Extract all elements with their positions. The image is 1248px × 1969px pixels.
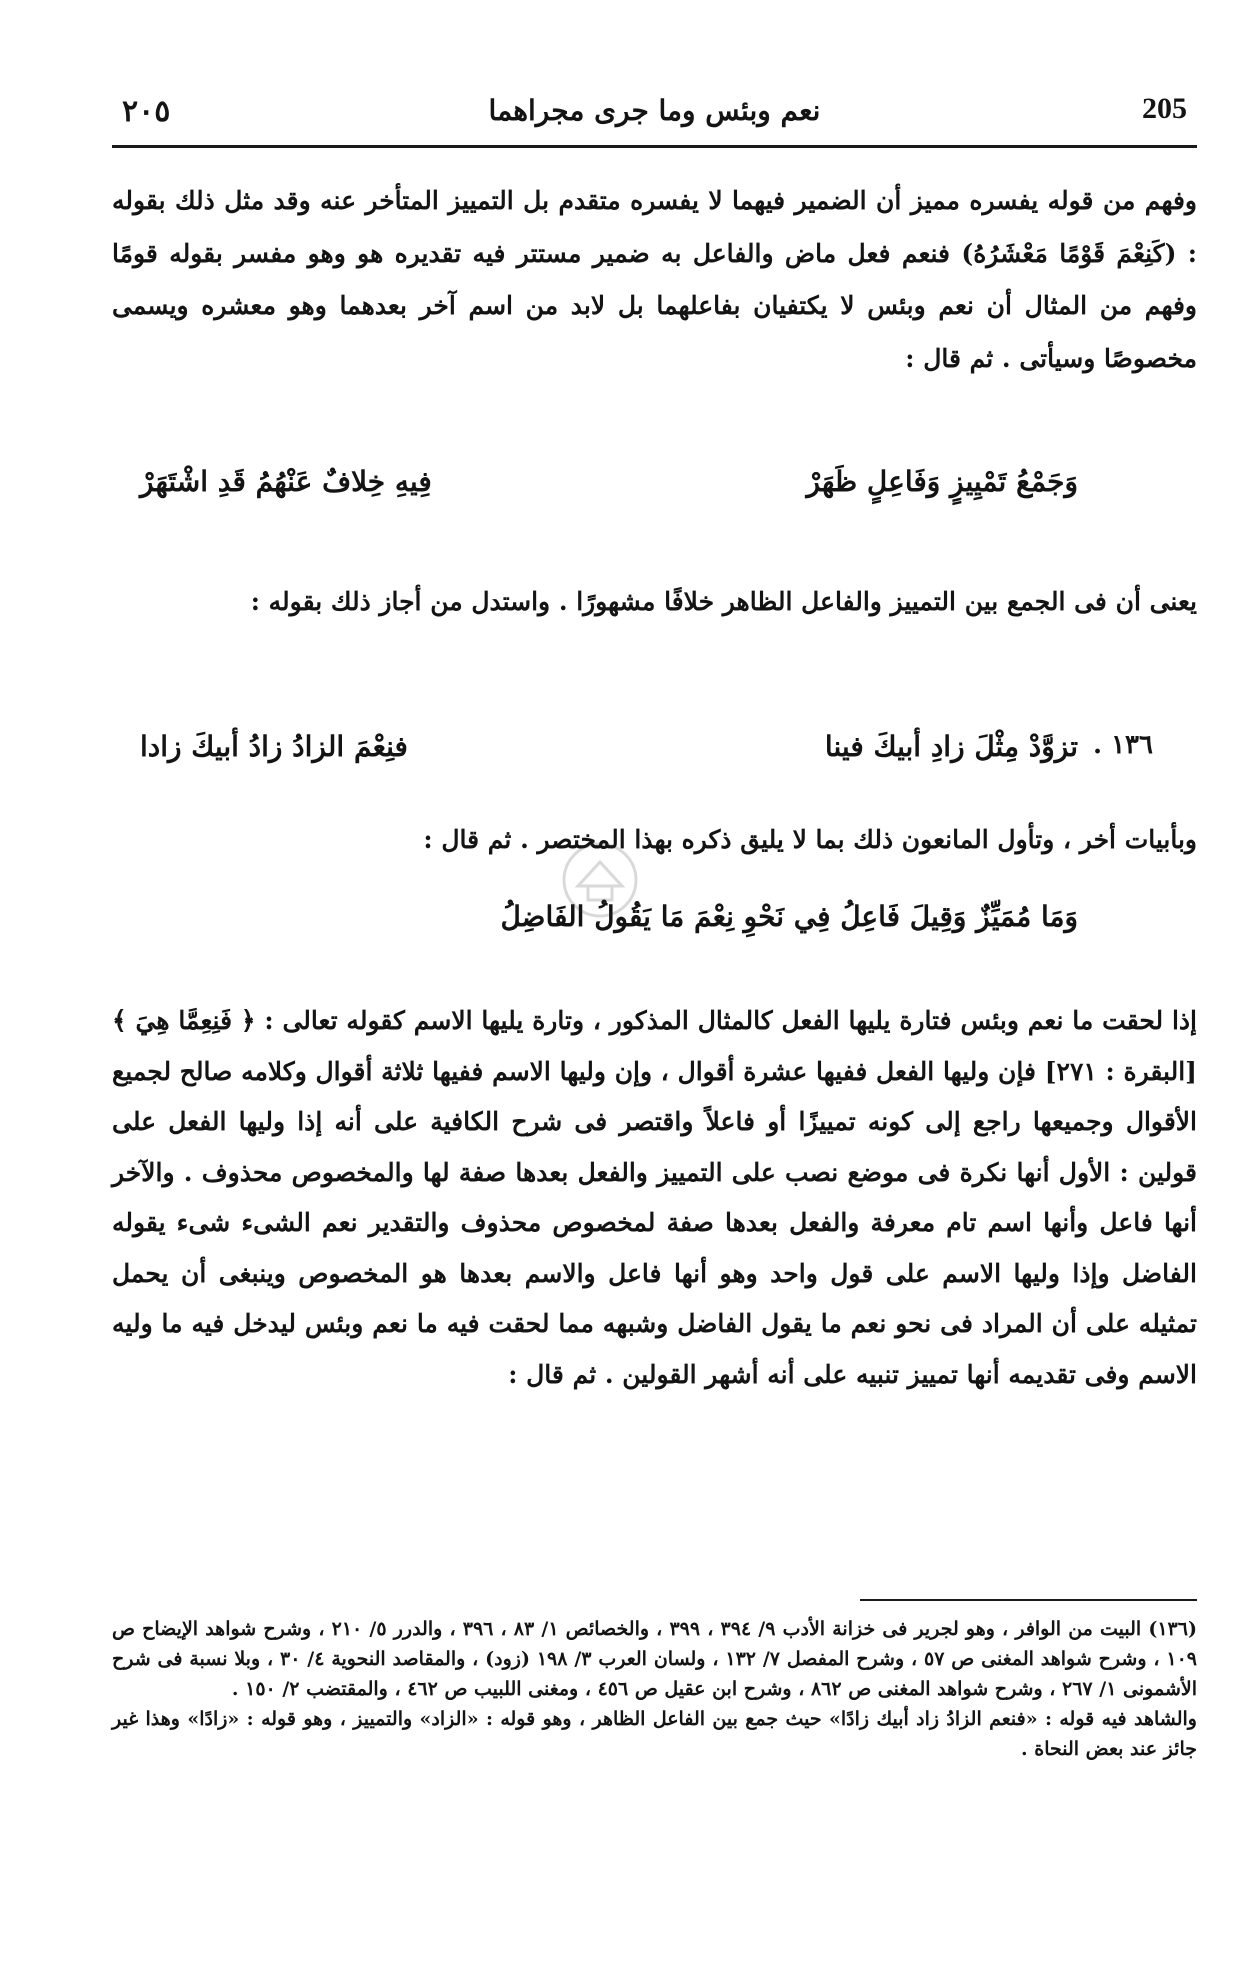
verse-3: وَمَا مُمَيِّزٌ وَقِيلَ فَاعِلُ فِي نَحْوِ نِعْمَ مَا يَقُولُ الفَاضِلُ xyxy=(500,900,1078,933)
library-seal-icon xyxy=(560,840,640,920)
verse-2-second-hemistich: فنِعْمَ الزادُ زادُ أبيكَ زادا xyxy=(140,730,408,763)
paragraph-3: وبأبيات أخر ، وتأول المانعون ذلك بما لا يليق ذكره بهذا المختصر . ثم قال : xyxy=(423,825,1197,854)
verse-1-second-hemistich: فِيهِ خِلافٌ عَنْهُمُ قَدِ اشْتَهَرْ xyxy=(140,465,432,498)
paragraph-4: إذا لحقت ما نعم وبئس فتارة يليها الفعل كالمثال المذكور ، وتارة يليها الاسم كقوله تعالى : ﴿ فَنِعِمَّا هِيَ ﴾ [البقرة : ٢٧١] فإن وليها الفعل ففيها عشرة أقوال ، وإن وليها الاسم ففيها ثلاثة أقوال وكلامه صالح لجميع الأقوال وجميعها راجع إلى كونه تمييزًا أو فاعلاً واقتصر فى شرح الكافية على أنه إذا وليها الفعل على قولين : الأول أنها نكرة فى موضع نصب على التمييز والفعل بعدها صفة لها والمخصوص محذوف . والآخر أنها فاعل وأنها اسم تام معرفة والفعل بعدها صفة لمخصوص محذوف والتقدير نعم الشىء شىء يقوله الفاضل وإذا وليها الاسم على قول واحد وهو أنها فاعل والاسم بعدها هو المخصوص وينبغى أن يحمل تمثيله على أن المراد فى نحو نعم ما يقول الفاضل وشبهه مما لحقت فيه ما نعم وبئس ليدخل فيه ما وليه الاسم وفى تقديمه أنها تمييز تنبيه على أنه أشهر القولين . ثم قال : xyxy=(112,1006,1197,1389)
header-rule xyxy=(112,145,1197,148)
running-title: نعم وبئس وما جرى مجراهما xyxy=(488,94,821,127)
footnote-rule xyxy=(860,1599,1197,1601)
verse-1-first-hemistich: وَجَمْعُ تَمْيِيزٍ وَفَاعِلٍ ظَهَرْ xyxy=(806,465,1078,498)
page-number: 205 xyxy=(1142,92,1187,125)
page-number-arabic: ٢٠٥ xyxy=(122,94,171,129)
verse-number: ١٣٦ . xyxy=(1092,730,1153,760)
footnotes xyxy=(112,1614,1197,1764)
paragraph-1: وفهم من قوله يفسره مميز أن الضمير فيهما لا يفسره متقدم بل التمييز المتأخر عنه وقد مثل ذلك بقوله : (كَنِعْمَ قَوْمًا مَعْشَرُهُ) فنعم فعل ماض والفاعل به ضمير مستتر فيه تقديره هو وهو مفسر بقوله قومًا وفهم من المثال أن نعم وبئس لا يكتفيان بفاعلهما بل لابد من اسم آخر بعدهما وهو معشره ويسمى مخصوصًا وسيأتى . ثم قال : xyxy=(112,186,1197,373)
verse-2-first-hemistich: تزوَّدْ مِثْلَ زادِ أبيكَ فينا xyxy=(824,730,1078,763)
paragraph-2: يعنى أن فى الجمع بين التمييز والفاعل الظاهر خلافًا مشهورًا . واستدل من أجاز ذلك بقوله : xyxy=(250,587,1197,616)
footnote-136: (١٣٦) البيت من الوافر ، وهو لجرير فى خزانة الأدب ٩/ ٣٩٤ ، ٣٩٩ ، والخصائص ١/ ٨٣ ، ٣٩٦ ، والدرر ٥/ ٢١٠ ، وشرح شواهد الإيضاح ص ١٠٩ ، وشرح شواهد المغنى ص ٥٧ ، وشرح المفصل ٧/ ١٣٢ ، ولسان العرب ٣/ ١٩٨ (زود) ، والمقاصد النحوية ٤/ ٣٠ ، وبلا نسبة فى شرح الأشمونى ١/ ٢٦٧ ، وشرح شواهد المغنى ص ٨٦٢ ، وشرح ابن عقيل ص ٤٥٦ ، ومغنى اللبيب ص ٤٦٢ ، والمقتضب ٢/ ١٥٠ . xyxy=(112,1618,1197,1700)
footnote-136-witness: والشاهد فيه قوله : «فنعم الزادُ زاد أبيك زادًا» حيث جمع بين الفاعل الظاهر ، وهو قوله : «الزاد» والتمييز ، وهو قوله : «زادًا» وهذا غير جائز عند بعض النحاة . xyxy=(112,1708,1197,1760)
page-header xyxy=(112,88,1197,132)
